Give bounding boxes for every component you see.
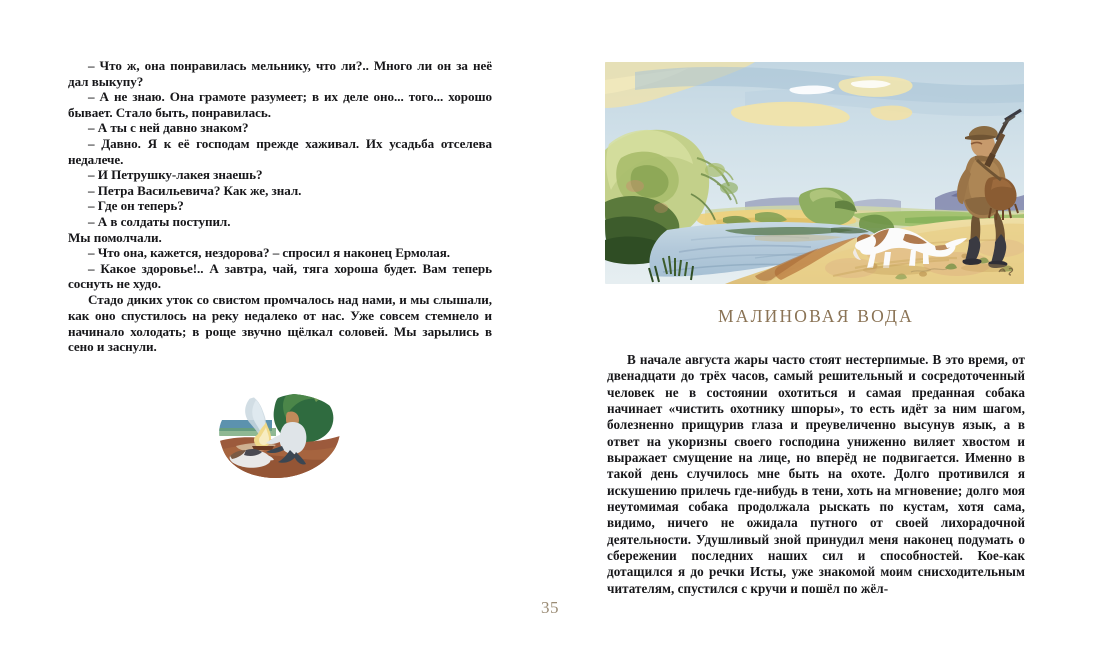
chapter-title: МАЛИНОВАЯ ВОДА — [717, 306, 915, 326]
dialogue-line: – А ты с ней давно знаком? — [88, 120, 249, 136]
chapter-paragraph: В начале августа жары часто стоят нестерпимые. В это время, от двенадцати до трёх часов, самый решительный и сосредоточенный человек не в состоянии охотиться и самая преданная собака начинает «чистить охотнику шпоры», то есть идёт за ним шагом, болезненно прищурив глаза и преувеличенно высунув язык, а в ответ на укоризны своего господина униженно виляет хвостом и выражает смущение на лице, но вперёд не подвигается. Именно в такой день случилось мне быть на охоте. Долго противился я искушению прилечь где-нибудь в тени, хоть на мгновение; долго моя неутомимая собака продолжала рыскать по кустам, хотя сама, видимо, ничего не ожидала путного от своей лихорадочной деятельности. Удушливый зной принудил меня наконец подумать о сбережении последних наших сил и способностей. Кое-как дотащился я до речки Исты, уже знакомой моим снисходительным читателям, спустился с кручи и пошёл по жёл- — [607, 352, 1025, 596]
dialogue-block — [68, 58, 492, 292]
narration-line: Мы помолчали. — [68, 229, 162, 245]
dialogue-line: – А в солдаты поступил. — [88, 213, 231, 229]
page-number: 35 — [541, 598, 559, 617]
closing-paragraph: Стадо диких уток со свистом промчалось над нами, и мы слышали, как оно спустилось на реку недалеко от нас. Уже совсем стемнело и начинало холодать; в роще звучно щёлкал соловей. Мы зарылись в сено и заснули. — [68, 292, 492, 355]
campfire-vignette-illustration — [216, 390, 344, 482]
dialogue-line: – Что она, кажется, нездорова? – спросил я наконец Ермолая. — [88, 245, 451, 261]
dialogue-line: – Какое здоровье!.. А завтра, чай, тяга хороша будет. Вам теперь соснуть не худо. — [68, 260, 492, 292]
dialogue-line: – Петра Васильевича? Как же, знал. — [88, 182, 302, 198]
illustration-spacer — [607, 58, 1025, 306]
dialogue-line: – И Петрушку-лакея знаешь? — [88, 167, 263, 183]
dialogue-line: – А не знаю. Она грамоте разумеет; в их деле оно... того... хорошо бывает. Стало быть, понравилась. — [68, 89, 492, 120]
dialogue-line: – Где он теперь? — [88, 198, 184, 214]
right-page — [607, 58, 1025, 618]
left-page — [68, 58, 492, 618]
dialogue-line: – Что ж, она понравилась мельнику, что ли?.. Много ли он за неё дал выкупу? — [68, 58, 492, 89]
dialogue-line: – Давно. Я к её господам прежде хаживал. Их усадьба отселева недалече. — [68, 135, 492, 167]
